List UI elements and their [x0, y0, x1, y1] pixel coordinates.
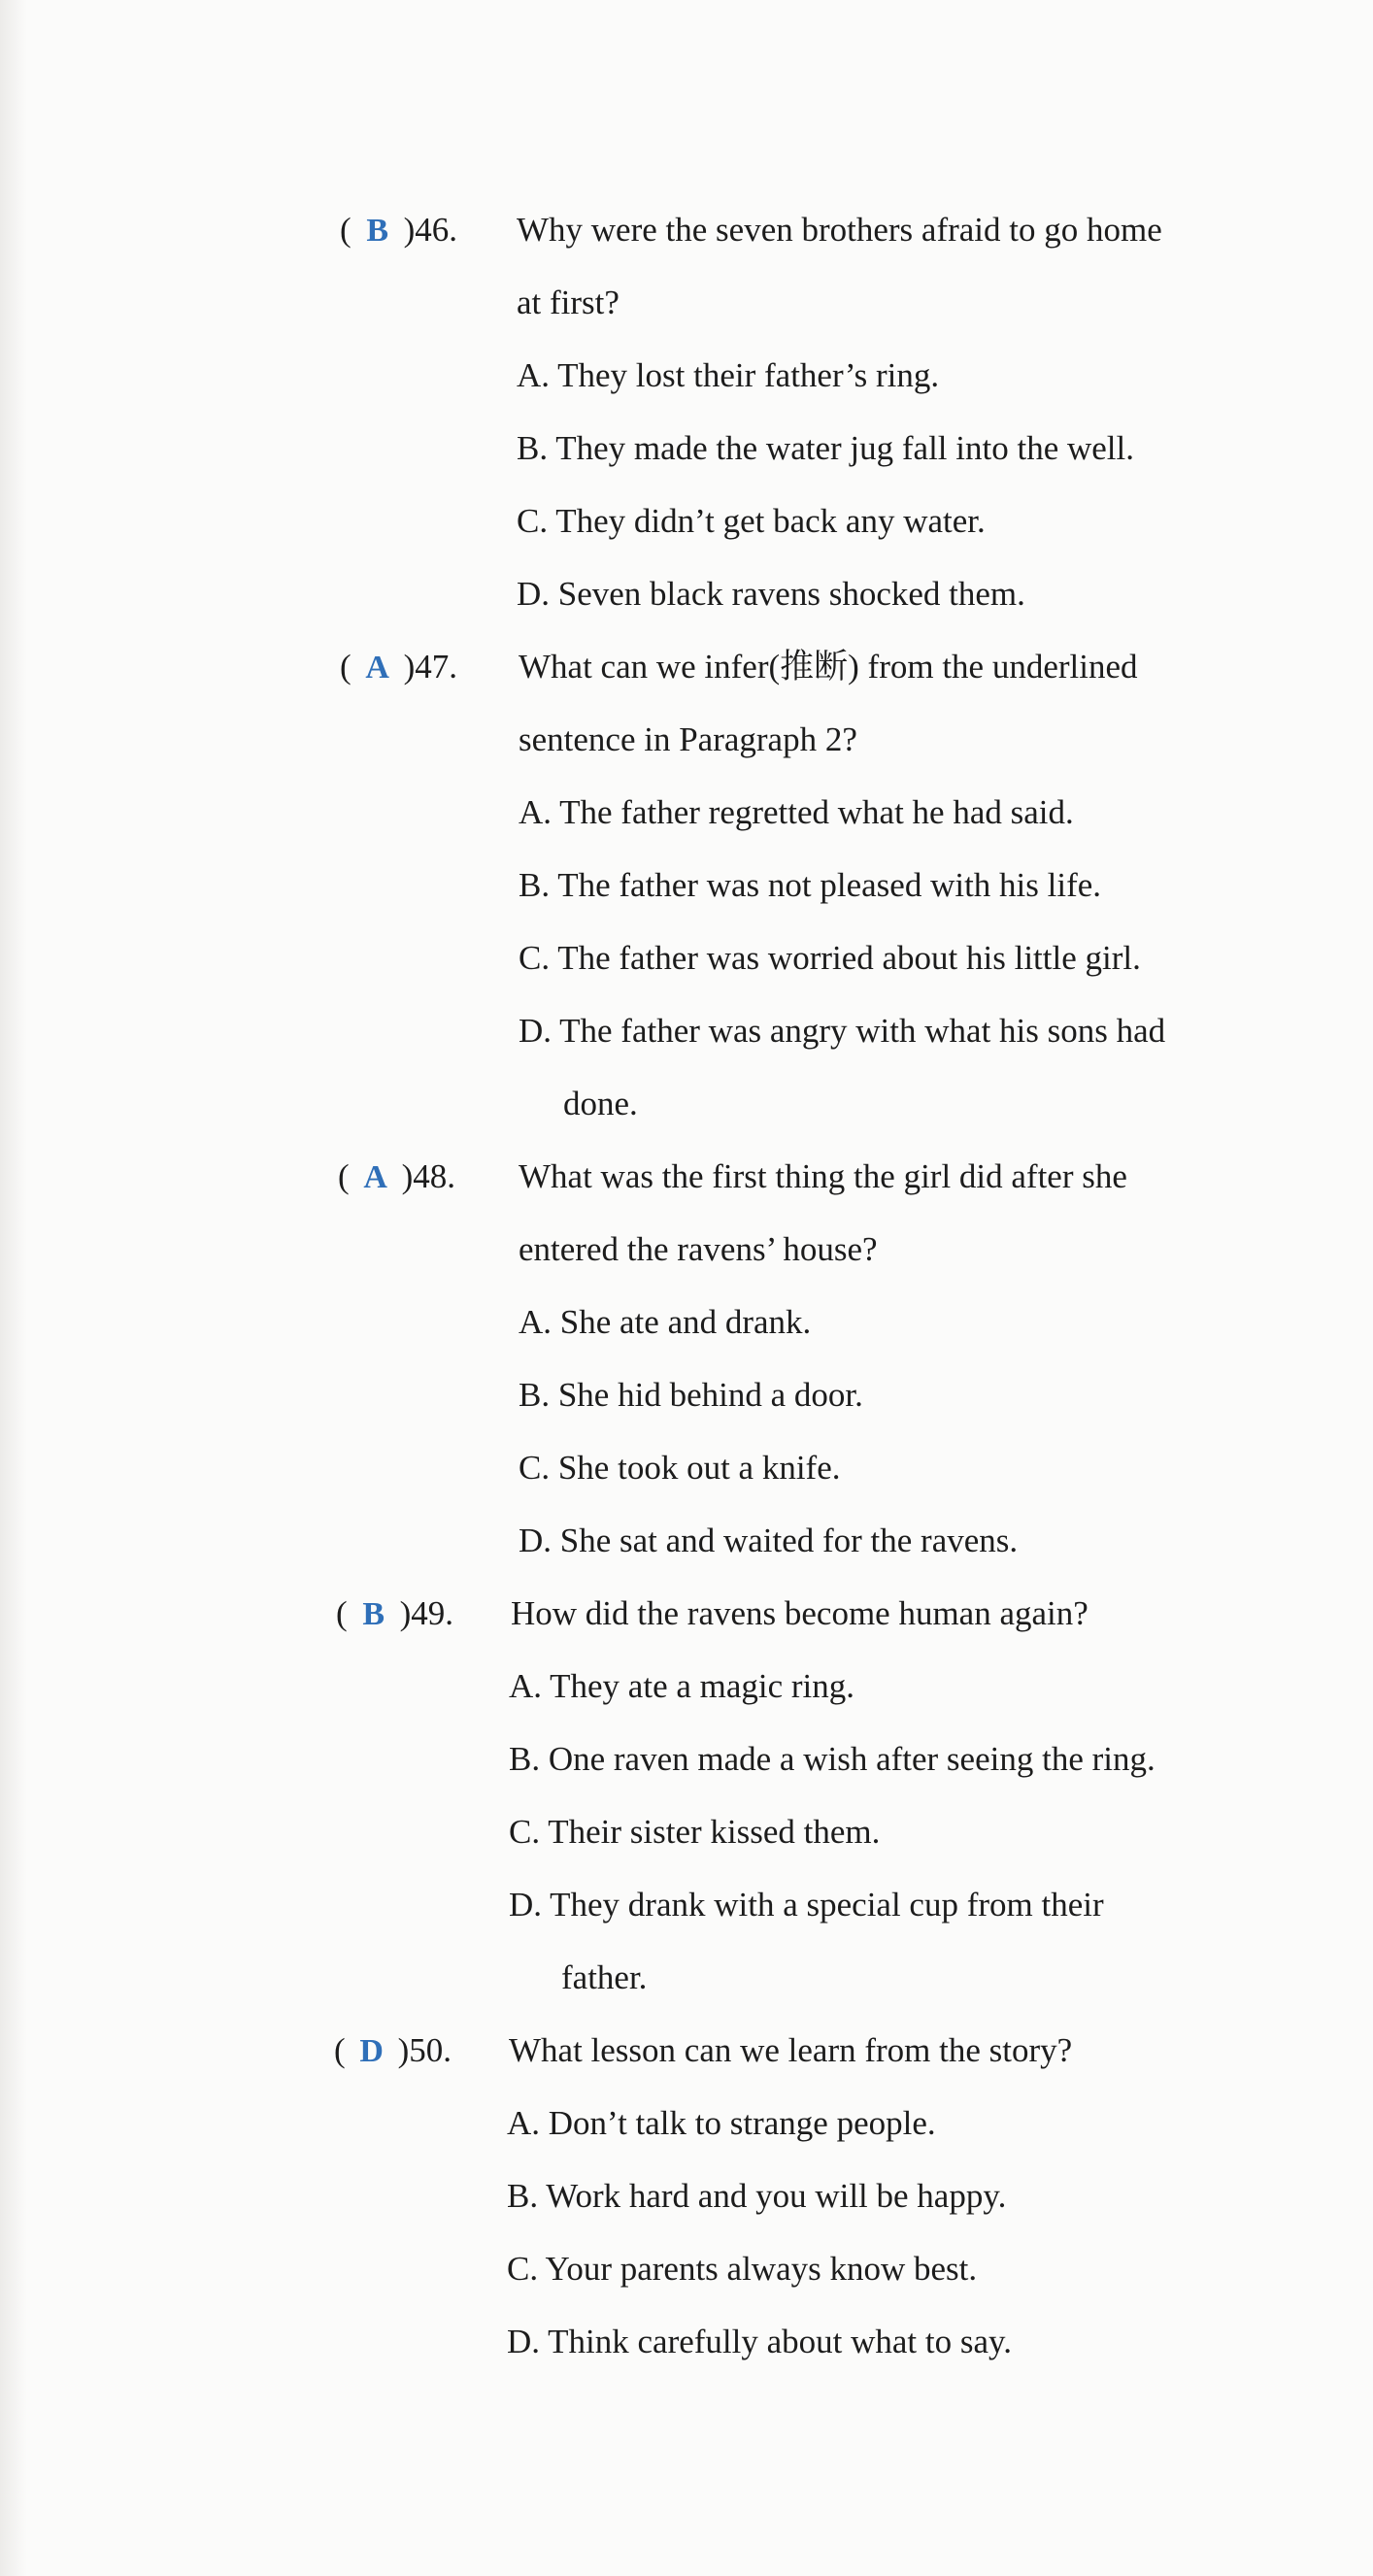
question-46-header — [340, 209, 457, 252]
question-50-stem-line1: What lesson can we learn from the story? — [509, 2031, 1073, 2069]
question-50-header — [334, 2029, 452, 2073]
option-46-d: D. Seven black ravens shocked them. — [517, 575, 1025, 613]
question-47-header — [340, 646, 457, 689]
option-49-d: D. They drank with a special cup from their — [509, 1886, 1104, 1924]
option-47-a: A. The father regretted what he had said. — [519, 793, 1074, 831]
option-48-b: B. She hid behind a door. — [519, 1376, 863, 1414]
option-47-d: D. The father was angry with what his sons had — [519, 1012, 1166, 1050]
option-49-c: C. Their sister kissed them. — [509, 1813, 881, 1851]
question-number-47: )47. — [403, 648, 458, 686]
question-46-stem-line2: at first? — [517, 284, 620, 321]
answer-49: B — [362, 1596, 385, 1632]
question-49-stem-line1: How did the ravens become human again? — [511, 1594, 1088, 1632]
open-paren: ( — [338, 1157, 350, 1195]
option-50-b: B. Work hard and you will be happy. — [507, 2177, 1007, 2215]
open-paren: ( — [340, 648, 352, 686]
answer-50: D — [359, 2033, 384, 2069]
option-46-b: B. They made the water jug fall into the well. — [517, 429, 1134, 467]
question-49-header — [336, 1592, 453, 1636]
question-47-stem-line2: sentence in Paragraph 2? — [519, 720, 857, 758]
option-46-c: C. They didn’t get back any water. — [517, 502, 986, 540]
answer-47: A — [365, 650, 389, 686]
open-paren: ( — [340, 211, 352, 249]
question-48-header — [338, 1155, 455, 1199]
open-paren: ( — [336, 1594, 348, 1632]
question-46-stem-line1: Why were the seven brothers afraid to go home — [517, 211, 1162, 249]
option-49-b: B. One raven made a wish after seeing the ring. — [509, 1740, 1155, 1778]
option-49-d-continuation: father. — [561, 1958, 648, 1996]
question-number-48: )48. — [401, 1157, 456, 1195]
question-48-stem-line1: What was the first thing the girl did after she — [519, 1157, 1127, 1195]
option-49-a: A. They ate a magic ring. — [509, 1667, 855, 1705]
question-number-46: )46. — [403, 211, 458, 249]
option-50-c: C. Your parents always know best. — [507, 2250, 978, 2288]
option-46-a: A. They lost their father’s ring. — [517, 356, 940, 394]
option-48-d: D. She sat and waited for the ravens. — [519, 1522, 1019, 1559]
answer-46: B — [366, 213, 388, 249]
question-48-stem-line2: entered the ravens’ house? — [519, 1230, 878, 1268]
open-paren: ( — [334, 2031, 346, 2069]
question-number-50: )50. — [397, 2031, 452, 2069]
question-47-stem-line1: What can we infer(推断) from the underlined — [519, 648, 1138, 686]
question-number-49: )49. — [399, 1594, 454, 1632]
option-47-c: C. The father was worried about his little girl. — [519, 939, 1141, 977]
option-50-d: D. Think carefully about what to say. — [507, 2323, 1013, 2360]
option-50-a: A. Don’t talk to strange people. — [507, 2104, 936, 2142]
option-48-c: C. She took out a knife. — [519, 1449, 841, 1487]
option-47-d-continuation: done. — [563, 1085, 638, 1122]
option-47-b: B. The father was not pleased with his life. — [519, 866, 1102, 904]
answer-48: A — [363, 1159, 387, 1195]
page-edge-shadow — [0, 0, 27, 2576]
option-48-a: A. She ate and drank. — [519, 1303, 812, 1341]
